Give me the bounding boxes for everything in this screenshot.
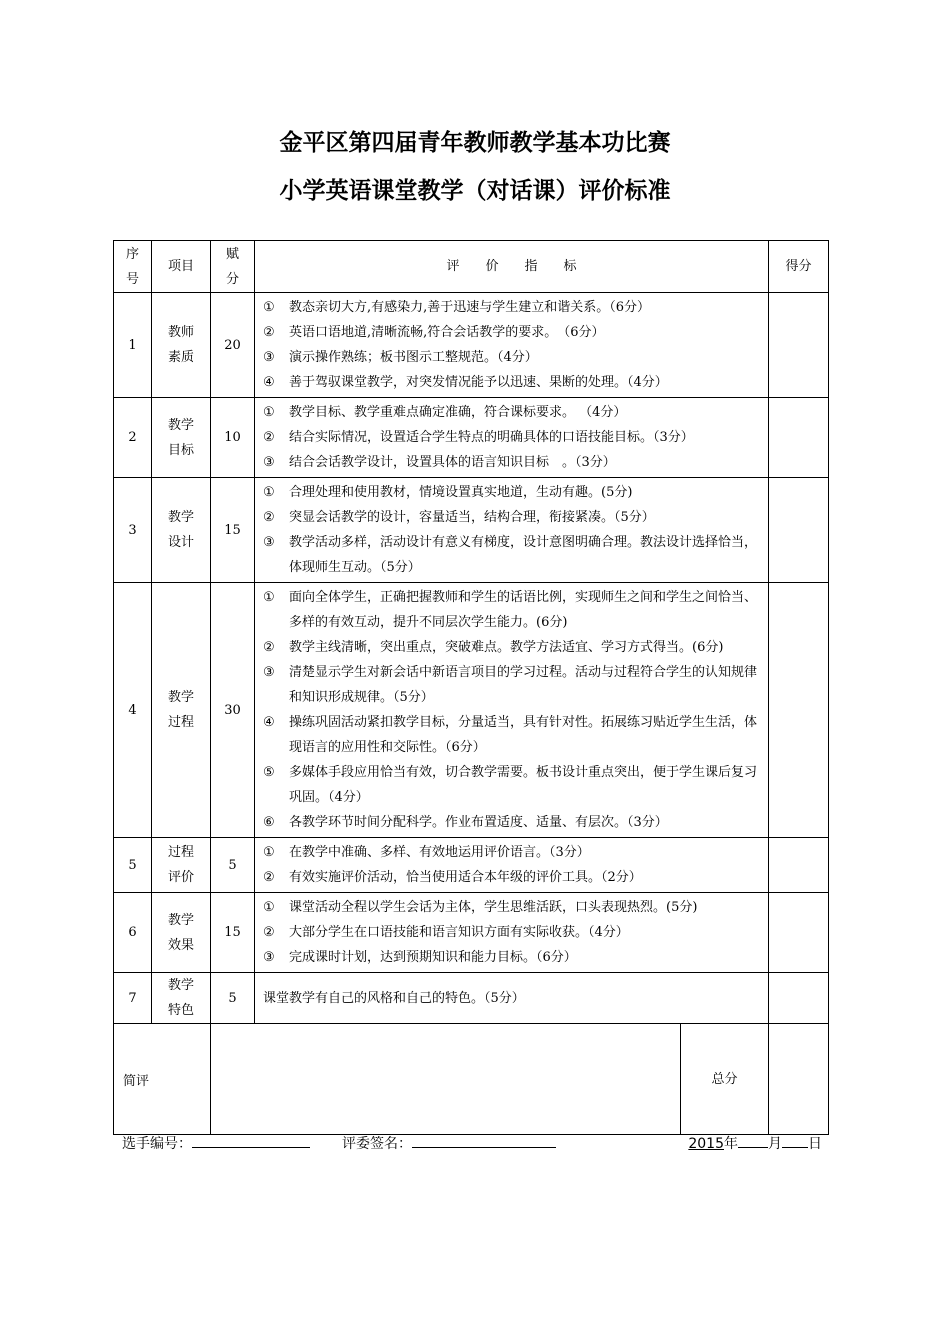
row-score-field[interactable] — [769, 583, 829, 838]
criterion-text: 教学主线清晰，突出重点，突破难点。教学方法适宜、学习方式得当。(6分) — [289, 640, 724, 655]
row-no: 6 — [114, 893, 152, 973]
criterion-item — [263, 370, 762, 395]
criterion-number: ③ — [263, 535, 275, 550]
criterion-item — [263, 945, 762, 970]
criterion-item — [263, 635, 762, 660]
table-row — [114, 478, 829, 583]
signature-footer — [122, 1133, 822, 1157]
row-score-field[interactable] — [769, 893, 829, 973]
year-value: 2015 — [688, 1136, 724, 1152]
criterion-number: ② — [263, 510, 275, 525]
criterion-item — [263, 425, 762, 450]
month-char: 月 — [768, 1136, 782, 1152]
criterion-number: ⑤ — [263, 765, 275, 780]
row-score-field[interactable] — [769, 973, 829, 1024]
criterion-number: ③ — [263, 950, 275, 965]
row-item: 教师 素质 — [152, 293, 211, 398]
criterion-item — [263, 660, 762, 710]
criterion-item — [263, 920, 762, 945]
criterion-item — [263, 505, 762, 530]
header-row — [114, 241, 829, 293]
criterion-number: ② — [263, 870, 275, 885]
date-field — [688, 1133, 822, 1153]
day-char: 日 — [808, 1136, 822, 1152]
row-criteria — [255, 293, 769, 398]
player-no-label: 选手编号： — [122, 1136, 192, 1152]
row-score: 5 — [211, 973, 255, 1024]
criterion-number: ③ — [263, 350, 275, 365]
criterion-item — [263, 865, 762, 890]
criterion-text: 课堂活动全程以学生会话为主体，学生思维活跃，口头表现热烈。(5分) — [289, 900, 698, 915]
criterion-item — [263, 295, 762, 320]
criterion-item — [263, 895, 762, 920]
criterion-number: ① — [263, 485, 275, 500]
criterion-number: ① — [263, 300, 275, 315]
row-no: 5 — [114, 838, 152, 893]
comment-label: 简评 — [114, 1024, 211, 1135]
criterion-text: 多媒体手段应用恰当有效，切合教学需要。板书设计重点突出，便于学生课后复习巩固。（4分） — [289, 765, 758, 805]
evaluation-table — [113, 240, 829, 1135]
criterion-number: ① — [263, 845, 275, 860]
summary-row — [114, 1024, 829, 1135]
criterion-item — [263, 760, 762, 810]
row-score: 30 — [211, 583, 255, 838]
criterion-number: ① — [263, 590, 275, 605]
criterion-number: ⑥ — [263, 815, 275, 830]
criterion-text: 大部分学生在口语技能和语言知识方面有实际收获。（4分） — [289, 925, 629, 940]
row-item: 教学 效果 — [152, 893, 211, 973]
header-score: 赋 分 — [211, 241, 255, 293]
judge-sign-field[interactable] — [412, 1133, 556, 1148]
criterion-text: 合理处理和使用教材，情境设置真实地道，生动有趣。(5分) — [289, 485, 633, 500]
row-criteria — [255, 583, 769, 838]
row-score-field[interactable] — [769, 398, 829, 478]
row-no: 3 — [114, 478, 152, 583]
row-no: 1 — [114, 293, 152, 398]
criterion-number: ③ — [263, 665, 275, 680]
day-field[interactable] — [782, 1133, 808, 1148]
row-no: 2 — [114, 398, 152, 478]
criterion-text: 结合会话教学设计，设置具体的语言知识目标 。（3分） — [289, 455, 616, 470]
month-field[interactable] — [738, 1133, 768, 1148]
row-item: 教学 设计 — [152, 478, 211, 583]
row-criteria — [255, 838, 769, 893]
criterion-number: ② — [263, 925, 275, 940]
criterion-number: ③ — [263, 455, 275, 470]
row-criteria: 课堂教学有自己的风格和自己的特色。（5分） — [255, 973, 769, 1024]
criterion-text: 各教学环节时间分配科学。作业布置适度、适量、有层次。（3分） — [289, 815, 668, 830]
row-score-field[interactable] — [769, 293, 829, 398]
row-item: 教学 目标 — [152, 398, 211, 478]
header-criteria: 评 价 指 标 — [255, 241, 769, 293]
row-score: 5 — [211, 838, 255, 893]
criterion-text: 突显会话教学的设计，容量适当，结构合理，衔接紧凑。（5分） — [289, 510, 655, 525]
total-label: 总分 — [681, 1024, 769, 1135]
row-score-field[interactable] — [769, 838, 829, 893]
table-row — [114, 583, 829, 838]
header-no: 序 号 — [114, 241, 152, 293]
table-row — [114, 838, 829, 893]
criterion-item — [263, 810, 762, 835]
row-score: 10 — [211, 398, 255, 478]
criterion-number: ② — [263, 430, 275, 445]
total-field[interactable] — [769, 1024, 829, 1135]
year-char: 年 — [724, 1136, 738, 1152]
row-item: 过程 评价 — [152, 838, 211, 893]
criterion-item — [263, 840, 762, 865]
row-score-field[interactable] — [769, 478, 829, 583]
header-got: 得分 — [769, 241, 829, 293]
row-criteria — [255, 893, 769, 973]
row-no: 4 — [114, 583, 152, 838]
table-row — [114, 398, 829, 478]
criterion-text: 善于驾驭课堂教学，对突发情况能予以迅速、果断的处理。（4分） — [289, 375, 668, 390]
table-row — [114, 973, 829, 1024]
criterion-text: 教态亲切大方,有感染力,善于迅速与学生建立和谐关系。（6分） — [289, 300, 651, 315]
row-item: 教学 过程 — [152, 583, 211, 838]
criterion-item — [263, 320, 762, 345]
criterion-item — [263, 585, 762, 635]
row-score: 15 — [211, 893, 255, 973]
row-criteria — [255, 478, 769, 583]
row-no: 7 — [114, 973, 152, 1024]
row-score: 15 — [211, 478, 255, 583]
criterion-text: 教学目标、教学重难点确定准确，符合课标要求。 （4分） — [289, 405, 627, 420]
page-title: 金平区第四届青年教师教学基本功比赛 — [279, 130, 671, 156]
criterion-number: ② — [263, 640, 275, 655]
table-row — [114, 893, 829, 973]
criterion-number: ④ — [263, 375, 275, 390]
criterion-number: ① — [263, 900, 275, 915]
criterion-item — [263, 450, 762, 475]
criterion-text: 演示操作熟练；板书图示工整规范。（4分） — [289, 350, 538, 365]
criterion-item — [263, 480, 762, 505]
criterion-text: 清楚显示学生对新会话中新语言项目的学习过程。活动与过程符合学生的认知规律和知识形成规律。（5分） — [289, 665, 758, 705]
row-score: 20 — [211, 293, 255, 398]
criterion-item — [263, 345, 762, 370]
row-criteria — [255, 398, 769, 478]
criterion-item — [263, 530, 762, 580]
criterion-text: 完成课时计划，达到预期知识和能力目标。（6分） — [289, 950, 577, 965]
criterion-number: ② — [263, 325, 275, 340]
criterion-text: 英语口语地道,清晰流畅,符合会话教学的要求。 （6分） — [289, 325, 605, 340]
criterion-text: 教学活动多样，活动设计有意义有梯度，设计意图明确合理。教法设计选择恰当，体现师生互动。（5分） — [289, 535, 758, 575]
criterion-text: 面向全体学生，正确把握教师和学生的话语比例，实现师生之间和学生之间恰当、多样的有效互动，提升不同层次学生能力。(6分) — [289, 590, 758, 630]
criterion-item — [263, 400, 762, 425]
player-no-field[interactable] — [192, 1133, 310, 1148]
criterion-item — [263, 710, 762, 760]
criterion-number: ④ — [263, 715, 275, 730]
header-item: 项目 — [152, 241, 211, 293]
judge-sign-label: 评委签名： — [342, 1136, 412, 1152]
criterion-text: 结合实际情况，设置适合学生特点的明确具体的口语技能目标。（3分） — [289, 430, 694, 445]
criterion-text: 操练巩固活动紧扣教学目标，分量适当，具有针对性。拓展练习贴近学生生活，体现语言的应用性和交际性。（6分） — [289, 715, 758, 755]
criterion-text: 在教学中准确、多样、有效地运用评价语言。（3分） — [289, 845, 590, 860]
comment-field[interactable] — [211, 1024, 681, 1135]
table-row — [114, 293, 829, 398]
row-item: 教学 特色 — [152, 973, 211, 1024]
page-subtitle: 小学英语课堂教学（对话课）评价标准 — [279, 178, 671, 204]
criterion-number: ① — [263, 405, 275, 420]
criterion-text: 有效实施评价活动，恰当使用适合本年级的评价工具。（2分） — [289, 870, 642, 885]
